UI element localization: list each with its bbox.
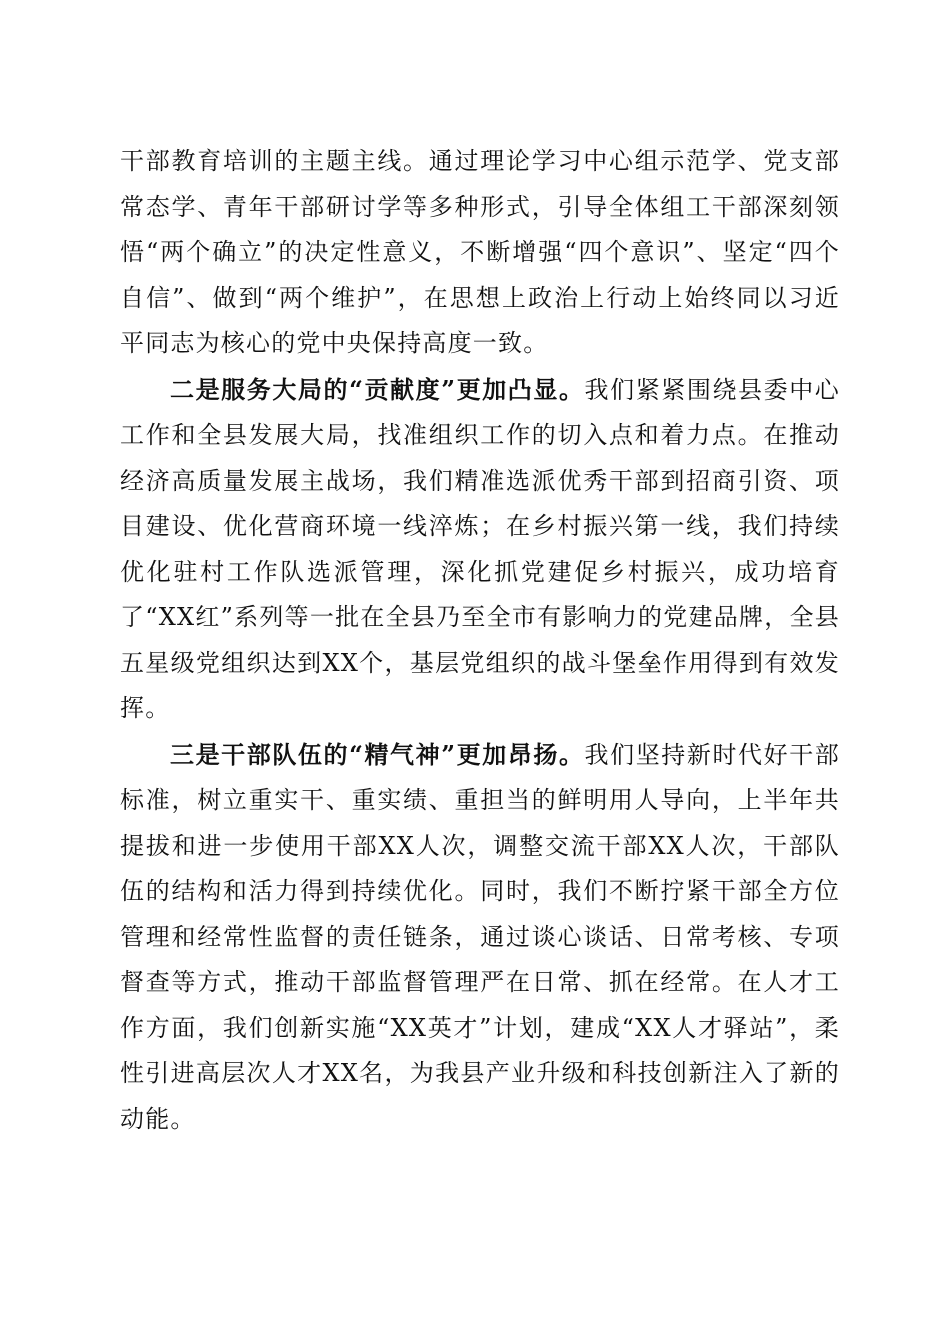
paragraph-contribution <box>120 367 840 732</box>
document-body <box>120 139 840 1142</box>
paragraph-cadre-spirit <box>120 732 840 1143</box>
paragraph-continuation <box>120 139 840 367</box>
paragraph-text: 我们紧紧围绕县委中心工作和全县发展大局，找准组织工作的切入点和着力点。在推动经济高质量发展主战场，我们精准选派优秀干部到招商引资、项目建设、优化营商环境一线淬炼；在乡村振兴第一线，我们持续优化驻村工作队选派管理，深化抓党建促乡村振兴，成功培育了“XX红”系列等一批在全县乃至全市有影响力的党建品牌，全县五星级党组织达到XX个，基层党组织的战斗堡垒作用得到有效发挥。 <box>120 375 841 722</box>
paragraph-lead: 二是服务大局的“贡献度”更加凸显。 <box>170 374 585 404</box>
paragraph-text: 干部教育培训的主题主线。通过理论学习中心组示范学、党支部常态学、青年干部研讨学等多种形式，引导全体组工干部深刻领悟“两个确立”的决定性意义，不断增强“四个意识”、坚定“四个自信”、做到“两个维护”，在思想上政治上行动上始终同以习近平同志为核心的党中央保持高度一致。 <box>120 147 840 357</box>
paragraph-text: 我们坚持新时代好干部标准，树立重实干、重实绩、重担当的鲜明用人导向，上半年共提拔和进一步使用干部XX人次，调整交流干部XX人次，干部队伍的结构和活力得到持续优化。同时，我们不断拧紧干部全方位管理和经常性监督的责任链条，通过谈心谈话、日常考核、专项督查等方式，推动干部监督管理严在日常、抓在经常。在人才工作方面，我们创新实施“XX英才”计划，建成“XX人才驿站”，柔性引进高层次人才XX名，为我县产业升级和科技创新注入了新的动能。 <box>120 740 841 1133</box>
paragraph-lead: 三是干部队伍的“精气神”更加昂扬。 <box>170 739 585 769</box>
